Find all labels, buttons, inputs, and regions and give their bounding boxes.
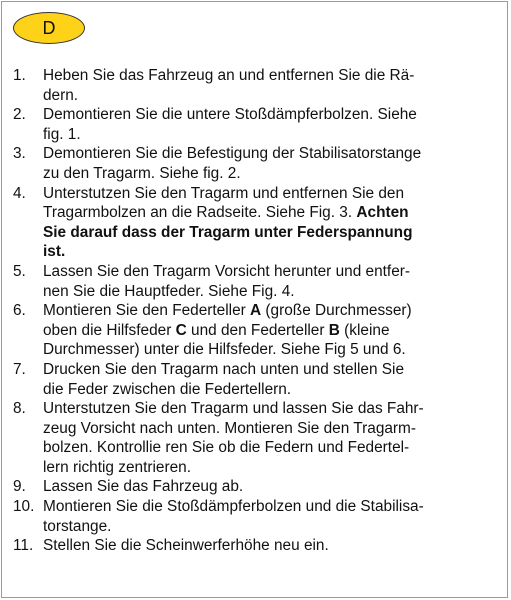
step-number: 5. bbox=[13, 262, 26, 280]
emphasis-text: ist. bbox=[43, 243, 66, 261]
step-text bbox=[43, 66, 499, 105]
step-text bbox=[43, 477, 499, 497]
step-text-segment: zu den Tragarm. Siehe fig. 2. bbox=[43, 164, 241, 182]
step-text-segment: bolzen. Kontrollie ren Sie ob die Federn und Federtel- bbox=[43, 439, 410, 457]
step-text-segment: Stellen Sie die Scheinwerferhöhe neu ein. bbox=[43, 537, 329, 555]
step-text-segment: Unterstutzen Sie den Tragarm und entfernen Sie den bbox=[43, 184, 405, 202]
instruction-box bbox=[1, 1, 508, 598]
step-item bbox=[13, 144, 499, 183]
step-item bbox=[13, 360, 499, 399]
step-text-segment: (kleine bbox=[339, 321, 390, 339]
step-text-segment: lern richtig zentrieren. bbox=[43, 458, 191, 476]
step-text-segment: fig. 1. bbox=[43, 125, 81, 143]
step-item bbox=[13, 497, 499, 536]
step-number: 1. bbox=[13, 67, 26, 84]
step-number: 2. bbox=[13, 106, 26, 124]
step-text-segment: Montieren Sie die Stoßdämpferbolzen und die Stabilisa- bbox=[43, 498, 424, 516]
step-text-segment: nen Sie die Hauptfeder. Siehe Fig. 4. bbox=[43, 282, 295, 300]
step-text-segment: Unterstutzen Sie den Tragarm und lassen Sie das Fahr- bbox=[43, 400, 424, 418]
step-text-segment: Drucken Sie den Tragarm nach unten und stellen Sie bbox=[43, 360, 405, 378]
step-text bbox=[43, 536, 499, 556]
step-number: 11. bbox=[13, 537, 34, 555]
step-text-segment: Heben Sie das Fahrzeug an und entfernen Sie die Rä- bbox=[43, 67, 415, 84]
step-text bbox=[43, 144, 499, 183]
emphasis-text: Achten bbox=[356, 204, 409, 222]
step-text-segment: die Feder zwischen die Federtellern. bbox=[43, 380, 292, 398]
section-badge: D bbox=[13, 12, 85, 44]
step-text-segment: (große Durchmesser) bbox=[261, 302, 412, 320]
step-text-segment: Demontieren Sie die Befestigung der Stabilisatorstange bbox=[43, 145, 422, 163]
step-number: 6. bbox=[13, 302, 26, 320]
step-item bbox=[13, 399, 499, 477]
step-number: 7. bbox=[13, 360, 26, 378]
step-text-segment: und den Federteller bbox=[186, 321, 329, 339]
step-number: 4. bbox=[13, 184, 26, 202]
step-item bbox=[13, 66, 499, 105]
step-text-segment: Tragarmbolzen an die Radseite. Siehe Fig. 3. bbox=[43, 204, 357, 222]
step-text-segment: dern. bbox=[43, 86, 79, 104]
step-text-segment: Montieren Sie den Federteller bbox=[43, 302, 251, 320]
step-text bbox=[43, 399, 499, 477]
step-text-segment: Lassen Sie das Fahrzeug ab. bbox=[43, 478, 244, 496]
emphasis-text: C bbox=[175, 321, 187, 339]
step-item bbox=[13, 477, 499, 497]
step-number: 9. bbox=[13, 478, 26, 496]
step-text bbox=[43, 262, 499, 301]
step-text bbox=[43, 184, 499, 262]
step-text-segment: Lassen Sie den Tragarm Vorsicht herunter und entfer- bbox=[43, 262, 411, 280]
step-text-segment: Demontieren Sie die untere Stoßdämpferbolzen. Siehe bbox=[43, 106, 417, 124]
step-text-segment: zeug Vorsicht nach unten. Montieren Sie den Tragarm- bbox=[43, 419, 417, 437]
step-item bbox=[13, 536, 499, 556]
emphasis-text: Sie darauf dass der Tragarm unter Federspannung bbox=[43, 223, 413, 241]
step-text-segment: oben die Hilfsfeder bbox=[43, 321, 176, 339]
step-text bbox=[43, 301, 499, 360]
step-text-segment: torstange. bbox=[43, 517, 112, 535]
step-number: 3. bbox=[13, 145, 26, 163]
step-text-segment: Durchmesser) unter die Hilfsfeder. Siehe Fig 5 und 6. bbox=[43, 341, 406, 359]
emphasis-text: A bbox=[250, 302, 262, 320]
step-number: 10. bbox=[13, 498, 35, 516]
step-text bbox=[43, 497, 499, 536]
step-text bbox=[43, 105, 499, 144]
step-text bbox=[43, 360, 499, 399]
step-item bbox=[13, 262, 499, 301]
step-item bbox=[13, 301, 499, 360]
step-item bbox=[13, 105, 499, 144]
emphasis-text: B bbox=[328, 321, 340, 339]
step-item bbox=[13, 184, 499, 262]
step-list bbox=[13, 66, 499, 556]
step-number: 8. bbox=[13, 400, 26, 418]
